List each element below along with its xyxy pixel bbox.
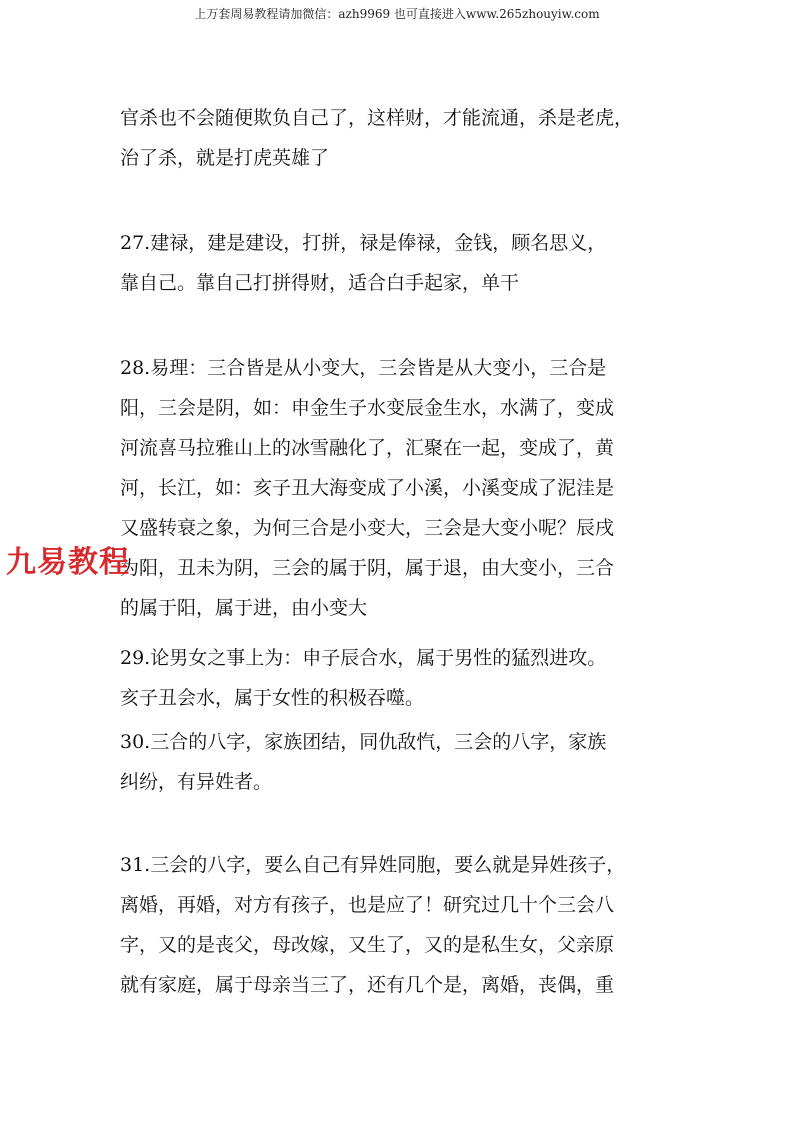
block-30 [120, 722, 680, 802]
text-line: 就有家庭，属于母亲当三了，还有几个是，离婚，丧偶，重 [120, 974, 615, 996]
text-line: 阳，三会是阴，如：申金生子水变辰金生水，水满了，变成 [120, 397, 615, 419]
text-line: 31.三会的八字，要么自己有异姓同胞，要么就是异姓孩子， [120, 854, 626, 876]
text-line: 治了杀，就是打虎英雄了 [120, 147, 330, 169]
block-29 [120, 638, 680, 718]
text-line: 又盛转衰之象，为何三合是小变大，三会是大变小呢？辰戌 [120, 517, 615, 539]
watermark-logo: 九易教程 [6, 545, 130, 580]
block-1 [120, 98, 680, 178]
text-line: 官杀也不会随便欺负自己了，这样财，才能流通，杀是老虎， [120, 107, 634, 129]
text-line: 29.论男女之事上为：申子辰合水，属于男性的猛烈进攻。 [120, 647, 607, 669]
text-line: 字，又的是丧父，母改嫁，又生了，又的是私生女，父亲原 [120, 934, 615, 956]
text-line: 27.建禄，建是建设，打拼，禄是俸禄，金钱，顾名思义， [120, 232, 607, 254]
page-header: 上万套周易教程请加微信：azh9969 也可直接进入www.265zhouyiw.com [194, 7, 600, 21]
text-line: 的属于阳，属于进，由小变大 [120, 597, 368, 619]
text-line: 28.易理：三合皆是从小变大，三会皆是从大变小，三合是 [120, 357, 607, 379]
block-28 [120, 348, 680, 628]
text-line: 30.三合的八字，家族团结，同仇敌忾，三会的八字，家族 [120, 731, 607, 753]
text-line: 河，长江，如：亥子丑大海变成了小溪，小溪变成了泥洼是 [120, 477, 615, 499]
text-line: 纠纷，有异姓者。 [120, 771, 273, 793]
text-line: 为阳，丑未为阴，三会的属于阴，属于退，由大变小，三合 [120, 557, 615, 579]
block-27 [120, 223, 680, 303]
block-31 [120, 845, 680, 1005]
text-line: 靠自己。靠自己打拼得财，适合白手起家，单干 [120, 272, 520, 294]
text-line: 河流喜马拉雅山上的冰雪融化了，汇聚在一起，变成了，黄 [120, 437, 615, 459]
text-line: 亥子丑会水，属于女性的积极吞噬。 [120, 687, 425, 709]
text-line: 离婚，再婚，对方有孩子，也是应了！研究过几十个三会八 [120, 894, 615, 916]
